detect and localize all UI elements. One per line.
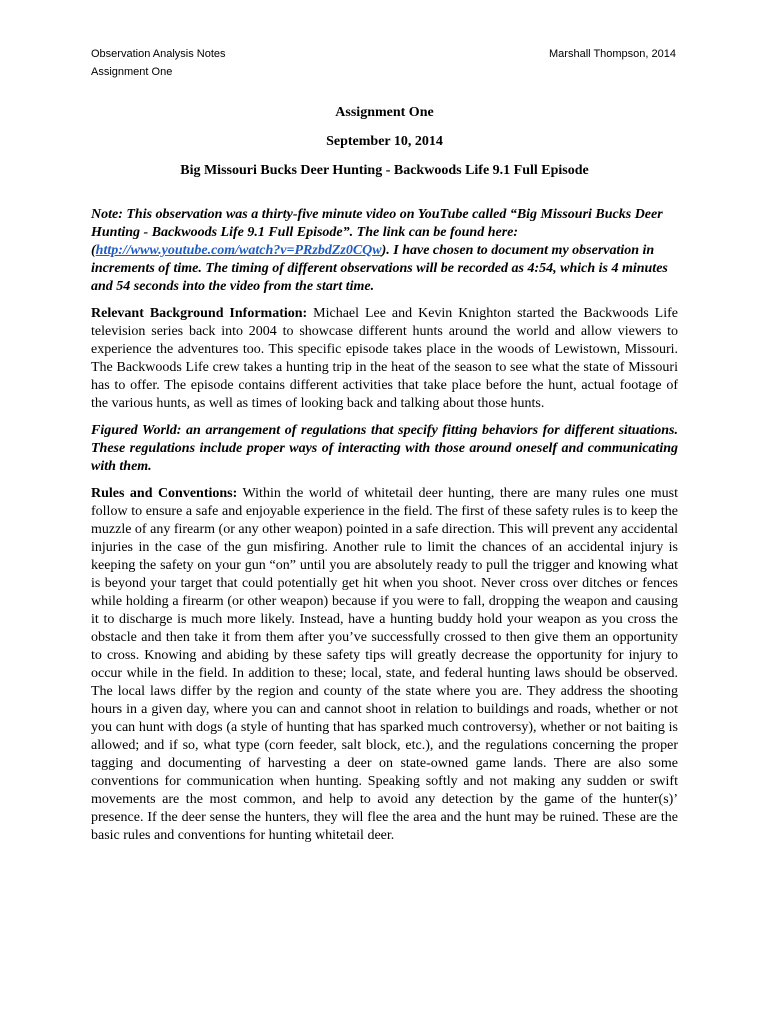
page-title: Assignment One: [335, 105, 434, 120]
background-paragraph: [91, 305, 678, 413]
rules-paragraph: [91, 485, 678, 845]
header-author-year: Marshall Thompson, 2014: [549, 48, 676, 60]
note-text-end: ). I have chosen to document my observation in increments of time. The timing of different observations will be recorded as 4:54, which is 4 minutes and 54 seconds into the video from the start time.: [91, 243, 668, 294]
background-heading: Relevant Background Information:: [91, 306, 308, 321]
youtube-link[interactable]: http://www.youtube.com/watch?v=PRzbdZz0CQw: [95, 243, 382, 258]
document-subtitle: Big Missouri Bucks Deer Hunting - Backwoods Life 9.1 Full Episode: [180, 163, 589, 178]
running-header: [91, 45, 676, 81]
figured-world-paragraph: Figured World: an arrangement of regulations that specify fitting behaviors for different situations. These regulations include proper ways of interacting with those around oneself and communicating with them.: [91, 423, 678, 474]
running-header-row: [91, 45, 676, 63]
background-text: Michael Lee and Kevin Knighton started the Backwoods Life television series back into 2004 to showcase different hunts around the world and allow viewers to experience the adventures too. This specific episode takes place in the woods of Lewistown, Missouri. The Backwoods Life crew takes a hunting trip in the heat of the season to see what the state of Missouri has to offer. The episode contains different activities that take place before the hunt, actual footage of the various hunts, as well as times of looking back and talking about those hunts.: [91, 306, 678, 411]
note-paragraph: [91, 206, 678, 296]
header-assignment-label: Assignment One: [91, 66, 173, 78]
rules-heading: Rules and Conventions:: [91, 486, 238, 501]
rules-text: Within the world of whitetail deer hunting, there are many rules one must follow to ensure a safe and enjoyable experience in the field. The first of these safety rules is to keep the muzzle of any firearm (or any other weapon) pointed in a safe direction. This will prevent any accidental injuries in the case of the gun misfiring. Another rule to limit the chances of an accidental injury is keeping the safety on your gun “on” until you are absolutely ready to pull the trigger and knowing what is beyond your target that could potentially get hit when you shoot. Never cross over ditches or fences while holding a firearm (or other weapon) because if you were to fall, dropping the weapon and causing it to discharge is much more likely. Instead, have a hunting buddy hold your weapon as you cross the obstacle and then take it from them after you’ve successfully crossed to then give them an opportunity to cross. Knowing and abiding by these safety tips will greatly decrease the opportunity for injury to occur while in the field. In addition to these; local, state, and federal hunting laws should be observed. The local laws differ by the region and county of the state where you are. They address the shooting hours in a given day, where you can and cannot shoot in relation to buildings and roads, whether or not you can hunt with dogs (a style of hunting that has sparked much controversy), whether or not baiting is allowed; and if so, what type (corn feeder, salt block, etc.), and the regulations concerning the proper tagging and documenting of harvesting a deer on state-owned game lands. There are also some conventions for communication when hunting. Speaking softly and not making any sudden or swift movements are the most common, and help to avoid any detection by the game of the hunter(s)’ presence. If the deer sense the hunters, they will flee the area and the hunt may be ruined. These are the basic rules and conventions for hunting whitetail deer.: [91, 486, 678, 843]
document-body: [91, 104, 678, 845]
document-date: September 10, 2014: [326, 134, 443, 149]
note-text-start: Note: This observation was a thirty-five minute video on YouTube called “Big Missouri Bucks Deer Hunting - Backwoods Life 9.1 Full Episode”. The link can be found here: (: [91, 207, 663, 258]
header-course-title: Observation Analysis Notes: [91, 48, 226, 60]
